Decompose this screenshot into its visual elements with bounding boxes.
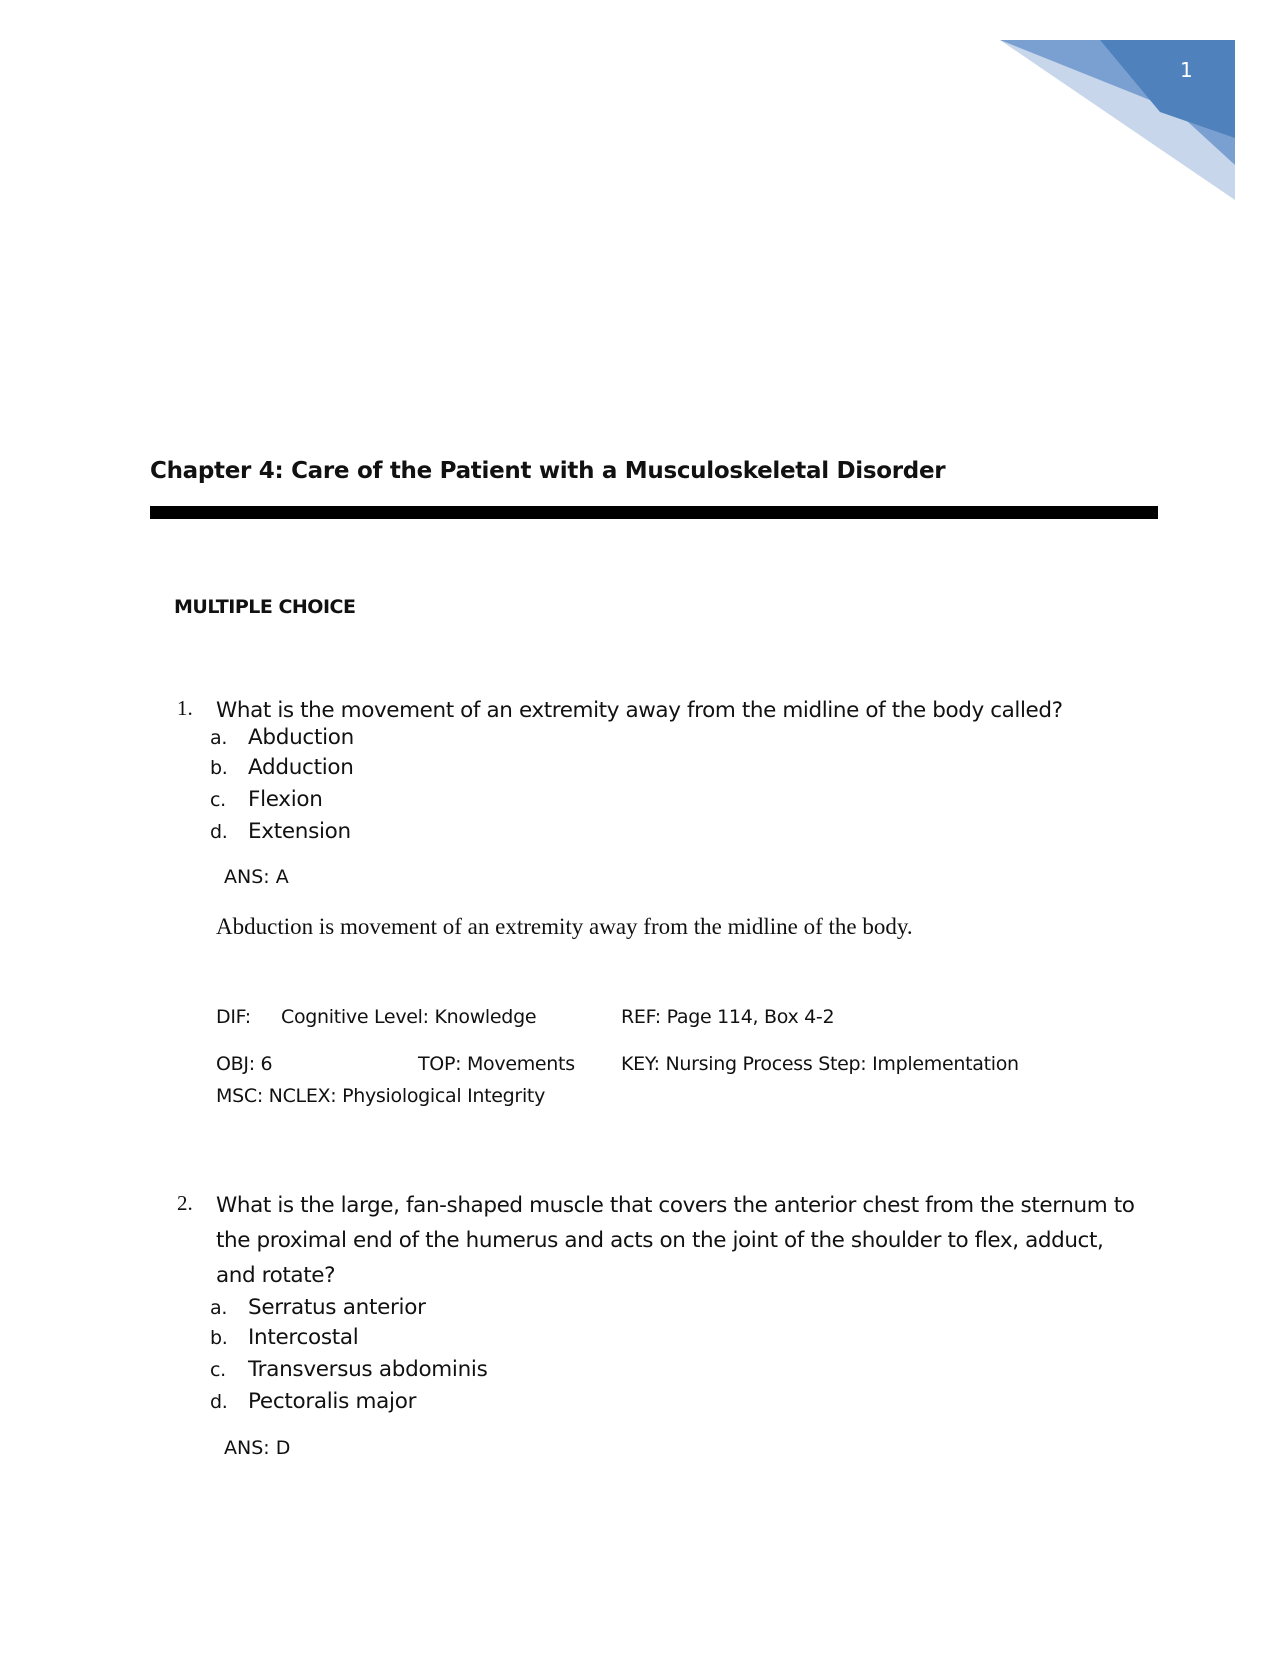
- title-rule: [150, 506, 1158, 519]
- ref-value: REF: Page 114, Box 4-2: [621, 1006, 835, 1028]
- question-1-option-b: [210, 755, 354, 780]
- question-1-option-d: [210, 819, 351, 844]
- dif-value: Cognitive Level: Knowledge: [281, 1006, 537, 1028]
- option-letter: b.: [210, 757, 228, 779]
- top-value: TOP: Movements: [418, 1053, 575, 1075]
- question-1-answer: ANS: A: [224, 866, 289, 888]
- question-2-option-a: [210, 1295, 426, 1320]
- question-1-option-a: [210, 725, 354, 750]
- question-2-number: 2.: [177, 1191, 193, 1215]
- key-value: KEY: Nursing Process Step: Implementation: [621, 1053, 1019, 1075]
- option-letter: d.: [210, 821, 228, 843]
- option-text: Abduction: [248, 725, 354, 750]
- option-text: Pectoralis major: [248, 1389, 417, 1414]
- dif-label: DIF:: [216, 1006, 251, 1028]
- option-letter: c.: [210, 1359, 226, 1381]
- option-letter: c.: [210, 789, 226, 811]
- question-1-text: What is the movement of an extremity away from the midline of the body called?: [216, 698, 1063, 723]
- option-text: Intercostal: [248, 1325, 359, 1350]
- option-text: Adduction: [248, 755, 354, 780]
- question-2-option-d: [210, 1389, 416, 1414]
- question-2-option-b: [210, 1325, 358, 1350]
- option-letter: b.: [210, 1327, 228, 1349]
- option-text: Flexion: [248, 787, 323, 812]
- option-text: Extension: [248, 819, 351, 844]
- obj-value: OBJ: 6: [216, 1053, 273, 1075]
- option-text: Serratus anterior: [248, 1295, 426, 1320]
- option-text: Transversus abdominis: [248, 1357, 488, 1382]
- option-letter: d.: [210, 1391, 228, 1413]
- corner-decoration: [0, 0, 1280, 220]
- question-1-rationale: Abduction is movement of an extremity away from the midline of the body.: [216, 914, 913, 939]
- page-number: 1: [1180, 58, 1193, 82]
- question-1-number: 1.: [177, 696, 193, 720]
- question-1-option-c: [210, 787, 323, 812]
- section-heading: MULTIPLE CHOICE: [174, 596, 356, 618]
- option-letter: a.: [210, 1297, 228, 1319]
- question-2-option-c: [210, 1357, 488, 1382]
- question-2-text: What is the large, fan-shaped muscle that covers the anterior chest from the sternum to the proximal end of the humerus and acts on the joint of the shoulder to flex, adduct, and rotate?: [216, 1193, 1135, 1288]
- option-letter: a.: [210, 727, 228, 749]
- question-2-answer: ANS: D: [224, 1437, 291, 1459]
- msc-value: MSC: NCLEX: Physiological Integrity: [216, 1085, 546, 1107]
- chapter-title: Chapter 4: Care of the Patient with a Musculoskeletal Disorder: [150, 458, 946, 484]
